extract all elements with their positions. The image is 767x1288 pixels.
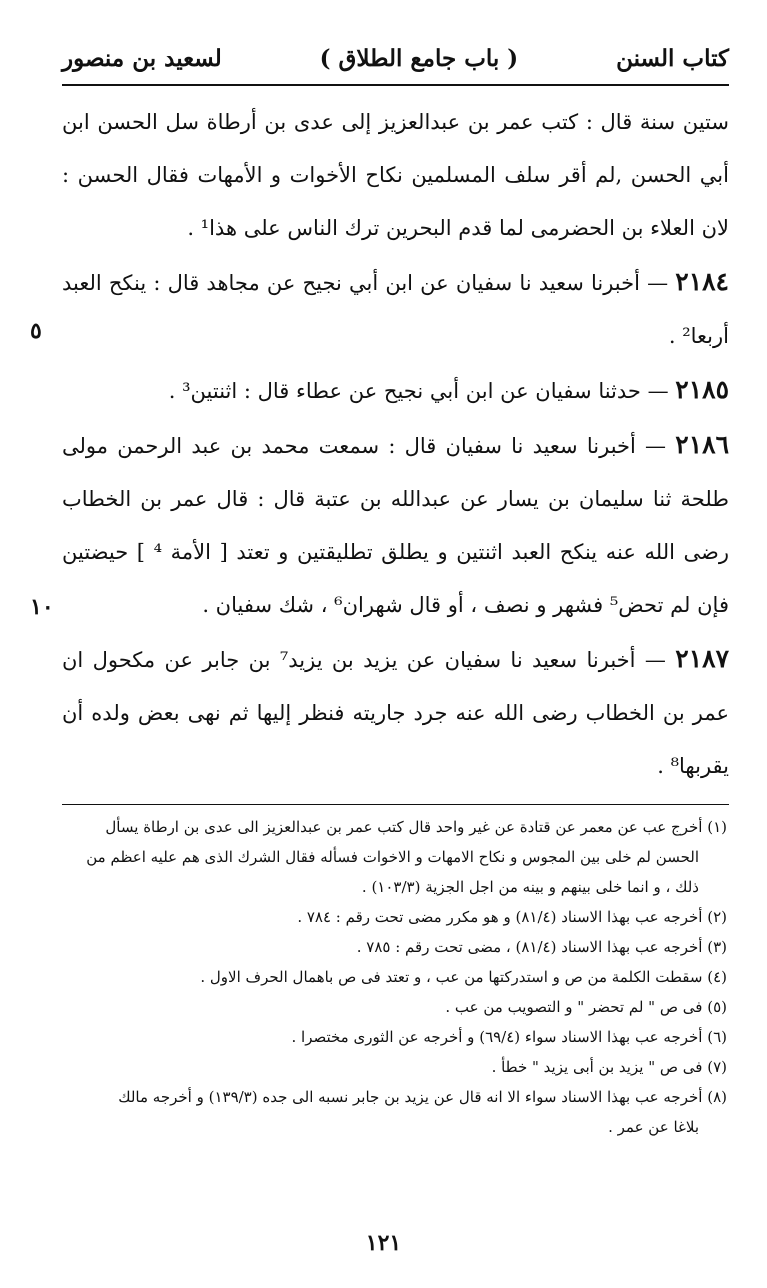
- hadith-number: ٢١٨٦: [675, 430, 729, 459]
- hadith-text: — حدثنا سفيان عن ابن أبي نجيح عن عطاء قال : اثنتين³ .: [168, 379, 669, 403]
- footnote-marker: (٨): [707, 1088, 727, 1106]
- chapter-title: ( باب جامع الطلاق ): [319, 44, 519, 72]
- author-name: لسعيد بن منصور: [62, 44, 222, 72]
- footnote-text: أخرجه عب بهذا الاسناد سواء الا انه قال عن يزيد بن جابر نسبه الى جده (١٣٩/٣) و أخرجه مالك: [118, 1088, 703, 1106]
- page-number: ١٢١: [365, 1230, 402, 1256]
- footnote-marker: (٢): [707, 908, 727, 926]
- running-header: [62, 38, 729, 78]
- footnote-marker: (١): [707, 818, 727, 836]
- footnote-marker: (٤): [707, 968, 727, 986]
- footnote: [62, 1082, 727, 1112]
- footnote: [62, 992, 727, 1022]
- footnote-text: فى ص " لم تحضر " و التصويب من عب .: [445, 998, 703, 1016]
- paragraph-text: ستين سنة قال : كتب عمر بن عبدالعزيز إلى عدى بن أرطاة سل الحسن ابن أبي الحسن ,لم أقر سلف المسلمين نكاح الأخوات و الأمهات فقال الحسن : لان العلاء بن الحضرمى لما قدم البحرين ترك الناس على هذا¹ .: [62, 110, 729, 240]
- header-rule: [62, 84, 729, 86]
- footnote-text: أخرج عب عن معمر عن قتادة عن غير واحد قال كتب عمر بن عبدالعزيز الى عدى بن ارطاة يسأل: [105, 818, 703, 836]
- margin-line-number: ٥: [30, 318, 42, 344]
- footnote-continuation: الحسن لم خلى بين المجوس و نكاح الامهات و الاخوات فسأله فقال الشرك الذى هم عليه اعظم من: [86, 848, 699, 866]
- hadith-number: ٢١٨٥: [675, 375, 729, 404]
- hadith-entry: [62, 363, 729, 418]
- hadith-entry: [62, 255, 729, 363]
- footnote-rule: [62, 804, 729, 805]
- footnote-text: أخرجه عب بهذا الاسناد (٨١/٤) ، مضى تحت رقم : ٧٨٥ .: [356, 938, 703, 956]
- footnote-continuation: بلاغا عن عمر .: [608, 1118, 699, 1136]
- footnote-text: أخرجه عب بهذا الاسناد سواء (٦٩/٤) و أخرجه عن الثورى مختصرا .: [291, 1028, 703, 1046]
- footnote: [62, 1052, 727, 1082]
- hadith-entry: [62, 418, 729, 632]
- hadith-entry: [62, 632, 729, 793]
- paragraph: [62, 96, 729, 255]
- margin-line-number: ١٠: [30, 594, 54, 620]
- footnote-text: فى ص " يزيد بن أبى يزيد " خطأ .: [491, 1058, 703, 1076]
- footnote-text: سقطت الكلمة من ص و استدركتها من عب ، و تعتد فى ص باهمال الحرف الاول .: [200, 968, 703, 986]
- footnote: [62, 962, 727, 992]
- hadith-text: — أخبرنا سعيد نا سفيان عن يزيد بن يزيد⁷ بن جابر عن مكحول ان عمر بن الخطاب رضى الله عنه جرد جاريته فنظر إليها ثم نهى بعض ولده أن يقربها⁸ .: [62, 648, 729, 778]
- hadith-number: ٢١٨٧: [675, 644, 729, 673]
- footnote: [62, 1022, 727, 1052]
- footnote: [62, 902, 727, 932]
- footnote-marker: (٦): [707, 1028, 727, 1046]
- footnote-continuation: ذلك ، و انما خلى بينهم و بينه من اجل الجزية (١٠٣/٣) .: [361, 878, 699, 896]
- footnote: [62, 812, 727, 842]
- book-title: كتاب السنن: [616, 44, 729, 72]
- footnotes: [62, 812, 727, 1142]
- hadith-text: — أخبرنا سعيد نا سفيان قال : سمعت محمد بن عبد الرحمن مولى طلحة ثنا سليمان بن يسار عن عبدالله بن عتبة قال : قال عمر بن الخطاب رضى الله عنه ينكح العبد اثنتين و يطلق تطليقتين و تعتد [ الأمة ⁴ ] حيضتين فإن لم تحض⁵ فشهر و نصف ، أو قال شهران⁶ ، شك سفيان .: [62, 434, 730, 617]
- footnote-marker: (٥): [707, 998, 727, 1016]
- hadith-number: ٢١٨٤: [675, 267, 729, 296]
- hadith-text: — أخبرنا سعيد نا سفيان عن ابن أبي نجيح عن مجاهد قال : ينكح العبد أربعا² .: [62, 271, 729, 348]
- footnote: [62, 932, 727, 962]
- footnote-text: أخرجه عب بهذا الاسناد (٨١/٤) و هو مكرر مضى تحت رقم : ٧٨٤ .: [297, 908, 703, 926]
- main-text: [62, 96, 729, 793]
- footnote-marker: (٧): [707, 1058, 727, 1076]
- footnote-marker: (٣): [707, 938, 727, 956]
